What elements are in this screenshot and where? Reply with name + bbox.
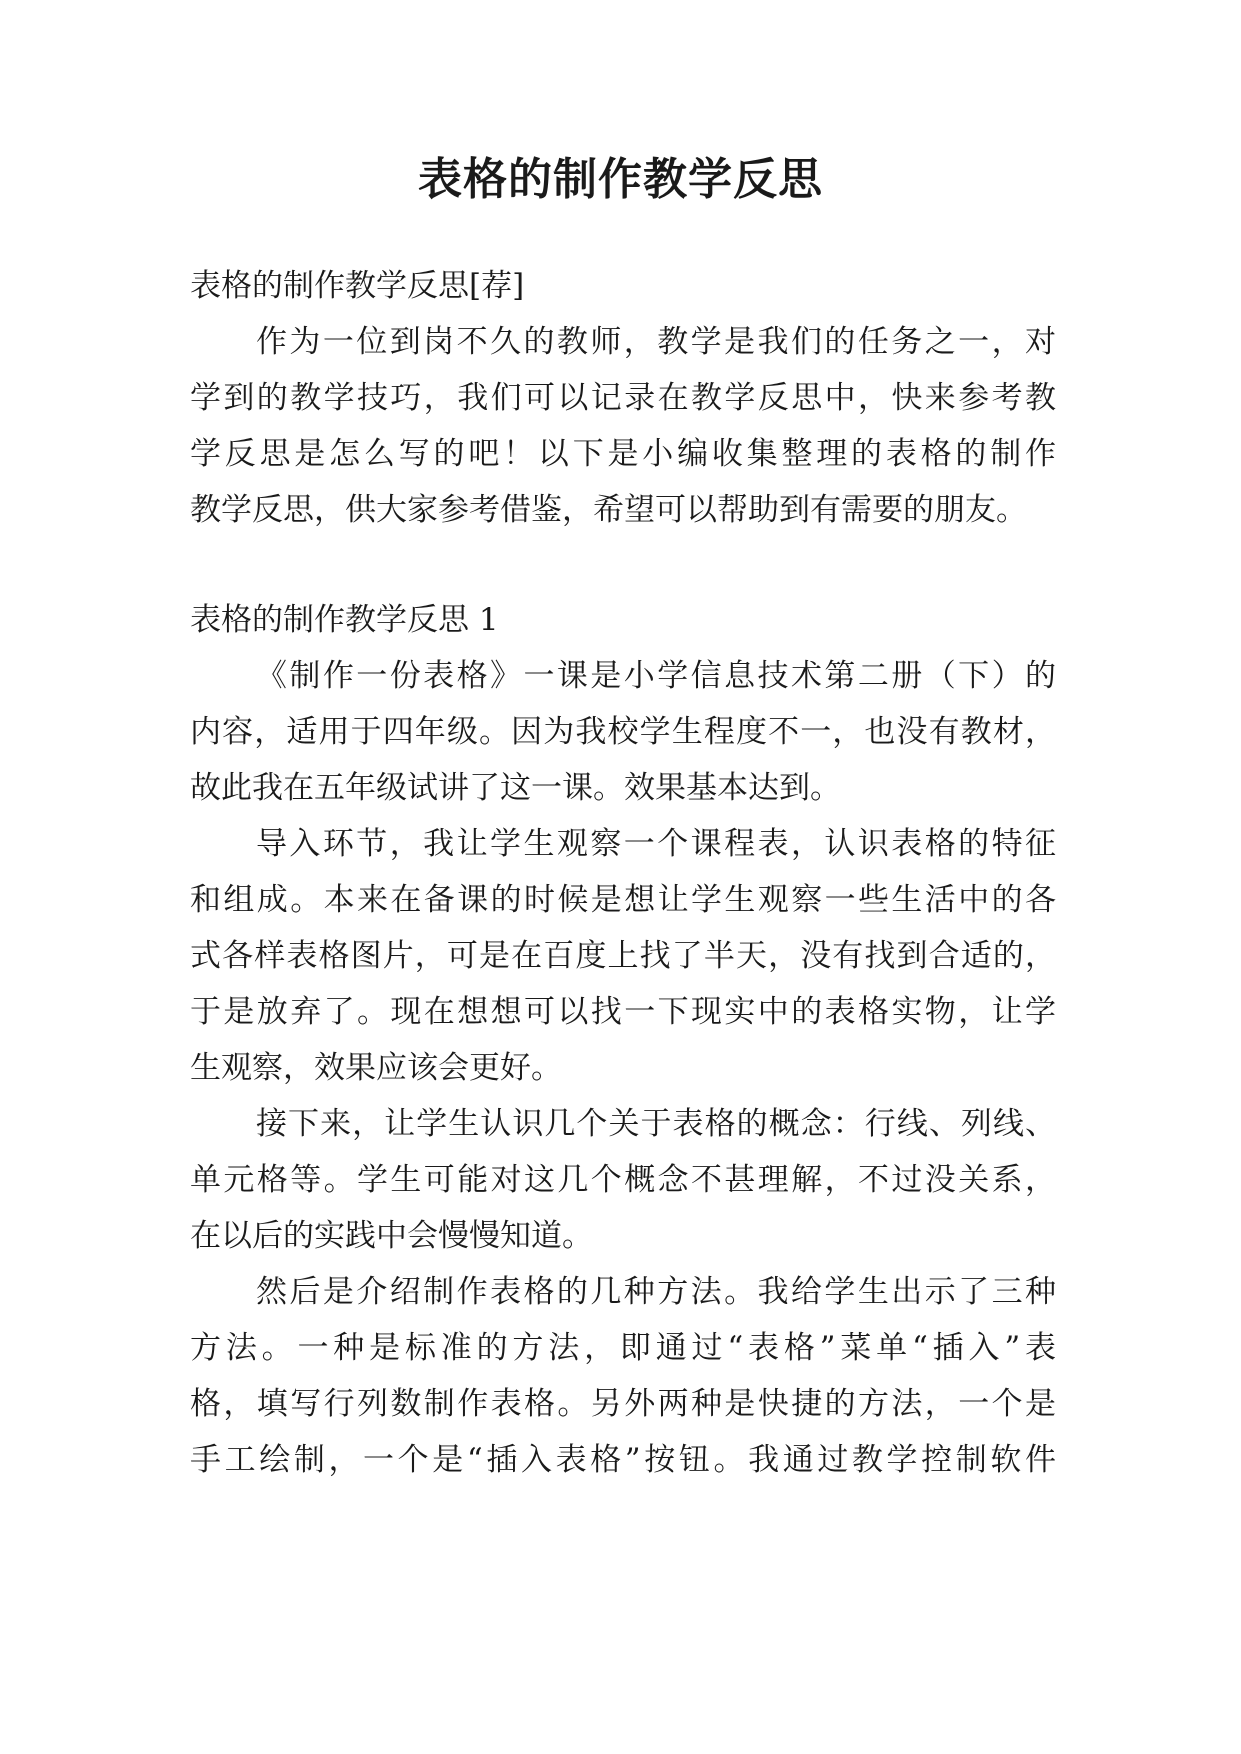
intro-line: 教学反思，供大家参考借鉴，希望可以帮助到有需要的朋友。 (190, 492, 1027, 528)
paragraph-line: 生观察，效果应该会更好。 (190, 1050, 562, 1086)
paragraph-line: 和组成。本来在备课的时候是想让学生观察一些生活中的各 (190, 882, 1056, 918)
paragraph-line: 故此我在五年级试讲了这一课。效果基本达到。 (190, 770, 841, 806)
paragraph-line: 单元格等。学生可能对这几个概念不甚理解，不过没关系， (190, 1162, 1056, 1198)
intro-line: 学到的教学技巧，我们可以记录在教学反思中，快来参考教 (190, 380, 1056, 416)
paragraph-line: 在以后的实践中会慢慢知道。 (190, 1218, 593, 1254)
document-body (190, 258, 1056, 1488)
paragraph-line: 内容，适用于四年级。因为我校学生程度不一，也没有教材， (190, 714, 1056, 750)
document-title: 表格的制作教学反思 (418, 154, 823, 205)
intro-line: 作为一位到岗不久的教师，教学是我们的任务之一，对 (256, 324, 1056, 360)
section-heading: 表格的制作教学反思 1 (190, 602, 499, 638)
paragraph-line: 式各样表格图片，可是在百度上找了半天，没有找到合适的， (190, 938, 1056, 974)
intro-heading: 表格的制作教学反思[荐] (190, 268, 525, 304)
paragraph-line: 格，填写行列数制作表格。另外两种是快捷的方法，一个是 (190, 1386, 1056, 1422)
paragraph-2 (190, 816, 1056, 1096)
intro-paragraph (190, 314, 1056, 538)
paragraph-4 (190, 1264, 1056, 1488)
intro-line: 学反思是怎么写的吧！以下是小编收集整理的表格的制作 (190, 436, 1056, 472)
paragraph-line: 于是放弃了。现在想想可以找一下现实中的表格实物，让学 (190, 994, 1056, 1030)
paragraph-line: 然后是介绍制作表格的几种方法。我给学生出示了三种 (256, 1274, 1056, 1310)
paragraph-line: 手工绘制，一个是“插入表格”按钮。我通过教学控制软件 (190, 1442, 1056, 1478)
paragraph-line: 导入环节，我让学生观察一个课程表，认识表格的特征 (256, 826, 1056, 862)
paragraph-3 (190, 1096, 1056, 1264)
paragraph-line: 方法。一种是标准的方法，即通过“表格”菜单“插入”表 (190, 1330, 1056, 1366)
paragraph-1 (190, 648, 1056, 816)
paragraph-line: 《制作一份表格》一课是小学信息技术第二册（下）的 (256, 658, 1056, 694)
section-spacer (190, 538, 1056, 592)
paragraph-line: 接下来，让学生认识几个关于表格的概念：行线、列线、 (256, 1106, 1056, 1142)
